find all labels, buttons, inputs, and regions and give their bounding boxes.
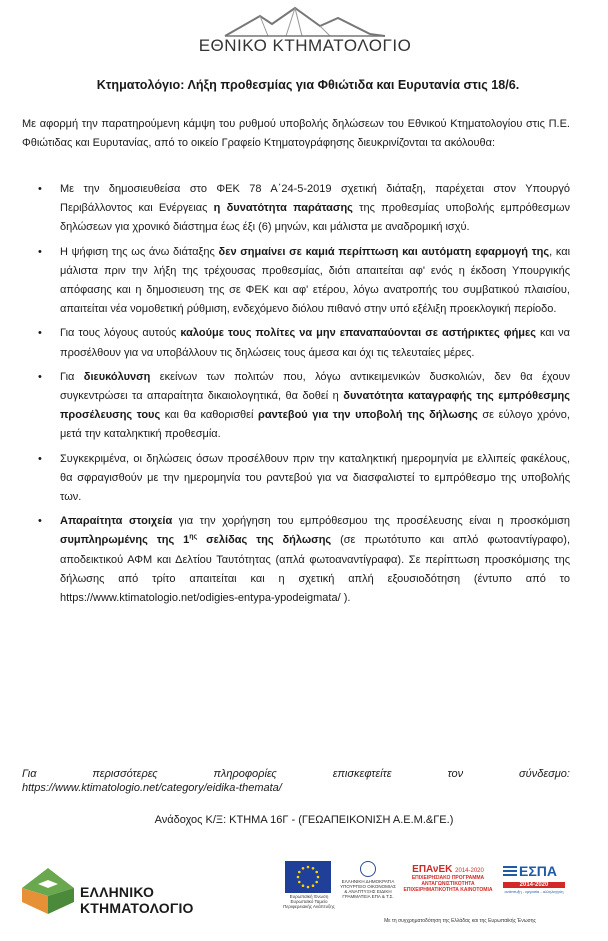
list-item: • Η ψήφιση της ως άνω διάταξης δεν σημαίνει σε καμιά περίπτωση και αυτόματη εφαρμογή της, και μάλιστα πριν την λήξη της τρέχουσας προθεσμίας, διότι απαιτείται αφ' ενός η έκδοση Υπουργικής απόφασης και η δημοσιευση της σε ΦΕΚ και αφ' ετέρου, λόγω ανατροπής του συμβατικού πλαισίου, απαιτείται νέα νομοθετική ρύθμιση, ενδεχόμενο διόλου πιθανό στην υπό εξέλιξη προεκλογική περίοδο.: [22, 243, 570, 320]
ministry-logo: [340, 861, 396, 899]
more-info-note: [22, 767, 570, 795]
list-item: • Με την δημοσιευθείσα στο ΦΕΚ 78 Α΄24-5-2019 σχετική διάταξη, παρέχεται στον Υπουργό Περιβάλλοντος και Ενέργειας η δυνατότητα παράτασης της προθεσμίας υποβολής εμπρόθεσμων δηλώσεων για χρονικό διάστημα έως έξι (6) μηνών, και μάλιστα με αναδρομική ισχύ.: [22, 180, 570, 238]
brand-name: ΕΛΛΗΝΙΚΟ ΚΤΗΜΑΤΟΛΟΓΙΟ: [80, 884, 194, 916]
list-item: • Για διευκόλυνση εκείνων των πολιτών που, λόγω αντικειμενικών δυσκολιών, δεν θα έχουν συγκεντρώσει τα απαραίτητα δικαιολογητικά, θα δοθεί η δυνατότητα καταγραφής της εμπρόθεσμης προσέλευσης τους και θα καθορισθεί ραντεβού για την υποβολή της δήλωσης σε εύλογο χρόνο, μετά την καταληκτική προθεσμία.: [22, 368, 570, 445]
greek-crest-icon: [360, 861, 376, 877]
list-item: • Συγκεκριμένα, οι δηλώσεις όσων προσέλθουν πριν την καταληκτική ημερομηνία με ελλιπείς φακέλους, θα σφραγισθούν με την ημερομηνία του ραντεβού για να διασφαλιστεί το εμπρόθεσμο της υποβολής των.: [22, 450, 570, 508]
epanek-logo: [402, 864, 494, 893]
epanek-title: ΕΠΑνΕΚ: [412, 864, 453, 875]
bullet-icon: •: [38, 370, 42, 383]
cofunding-note: Με τη συγχρηματοδότηση της Ελλάδας και της Ευρωπαϊκής Ένωσης: [384, 918, 536, 924]
espa-logo: [503, 862, 565, 894]
bullet-list: [22, 180, 570, 613]
bullet-icon: •: [38, 183, 42, 195]
page-title: Κτηματολόγιο: Λήξη προθεσμίας για Φθιώτιδα και Ευρυτανία στις 18/6.: [96, 78, 520, 92]
cadastre-mark-icon: [20, 866, 76, 916]
contractor-line: Ανάδοχος Κ/Ξ: ΚΤΗΜΑ 16Γ - (ΓΕΩΑΠΕΙΚΟΝΙΣΗ Α.Ε.Μ.&ΓΕ.): [154, 814, 454, 826]
epanek-sub: ΕΠΙΧΕΙΡΗΣΙΑΚΟ ΠΡΟΓΡΑΜΜΑ ΑΝΤΑΓΩΝΙΣΤΙΚΟΤΗΤΑ ΕΠΙΧΕΙΡΗΜΑΤΙΚΟΤΗΤΑ ΚΑΙΝΟΤΟΜΙΑ: [403, 875, 493, 893]
greek-flag-icon: [503, 866, 517, 876]
more-info-link[interactable]: https://www.ktimatologio.net/category/eidika-themata/: [22, 782, 282, 794]
epanek-years: 2014-2020: [455, 868, 484, 874]
bullet-icon: •: [38, 327, 42, 340]
bullet-icon: •: [38, 452, 42, 465]
espa-sub: ανάπτυξη - εργασία - αλληλεγγύη: [504, 889, 564, 894]
bullet-icon: •: [38, 515, 42, 528]
header-logo-text: ΕΘΝΙΚΟ ΚΤΗΜΑΤΟΛΟΓΙΟ: [198, 36, 412, 55]
hellenic-cadastre-logo: [20, 866, 220, 916]
mountain-logo-icon: [220, 4, 390, 38]
list-item: • Απαραίτητα στοιχεία για την χορήγηση του εμπρόθεσμου της προσέλευσης είναι η προσκόμιση συμπληρωμένης της $1^{\eta\varsigma}$ σελίδας της δήλωσης (σε πρωτότυπο και απλό φωτοαντίγραφο), αποδεικτικού ΑΦΜ και Δελτίου Ταυτότητας (απλά φωτοαναντίγραφα). Σε περίπτωση προσκόμισης της δήλωσης από τρίτο απαιτείται και η σχετική απλή εξουσιοδότηση (έντυπο από το https://www.ktimatologio.net/odigies-entypa-ypodeigmata/ ).: [22, 512, 570, 608]
eu-flag-icon: [285, 861, 331, 893]
header-logo: [190, 4, 420, 60]
espa-title: ΕΣΠΑ: [519, 862, 557, 879]
list-item: • Για τους λόγους αυτούς καλούμε τους πολίτες να μην επαναπαύονται σε αστήρικτες φήμες και να προσέλθουν για να υποβάλλουν τις δηλώσεις τους άμεσα και όχι τις τελευταίες μέρες.: [22, 324, 570, 362]
ministry-text: ΕΛΛΗΝΙΚΗ ΔΗΜΟΚΡΑΤΙΑ ΥΠΟΥΡΓΕΙΟ ΟΙΚΟΝΟΜΙΑΣ & ΑΝΑΠΤΥΞΗΣ ΕΙΔΙΚΗ ΓΡΑΜΜΑΤΕΙΑ ΕΠΑ & Τ.Σ.: [340, 879, 396, 899]
intro-paragraph: Με αφορμή την παρατηρούμενη κάμψη του ρυθμού υποβολής δηλώσεων του Εθνικού Κτηματολογίου στις Π.Ε. Φθιώτιδας και Ευρυτανίας, από το οικείο Γραφείο Κτηματογράφησης διευκρινίζονται τα ακόλουθα:: [22, 118, 570, 150]
more-info-text: Για περισσότερες πληροφορίες επισκεφτείτε τον σύνδεσμο:: [22, 768, 570, 780]
espa-years: 2014-2020: [503, 882, 565, 888]
eu-caption: Ευρωπαϊκή Ένωση Ευρωπαϊκό Ταμείο Περιφερειακής Ανάπτυξης: [283, 894, 335, 909]
bullet-icon: •: [38, 245, 42, 258]
